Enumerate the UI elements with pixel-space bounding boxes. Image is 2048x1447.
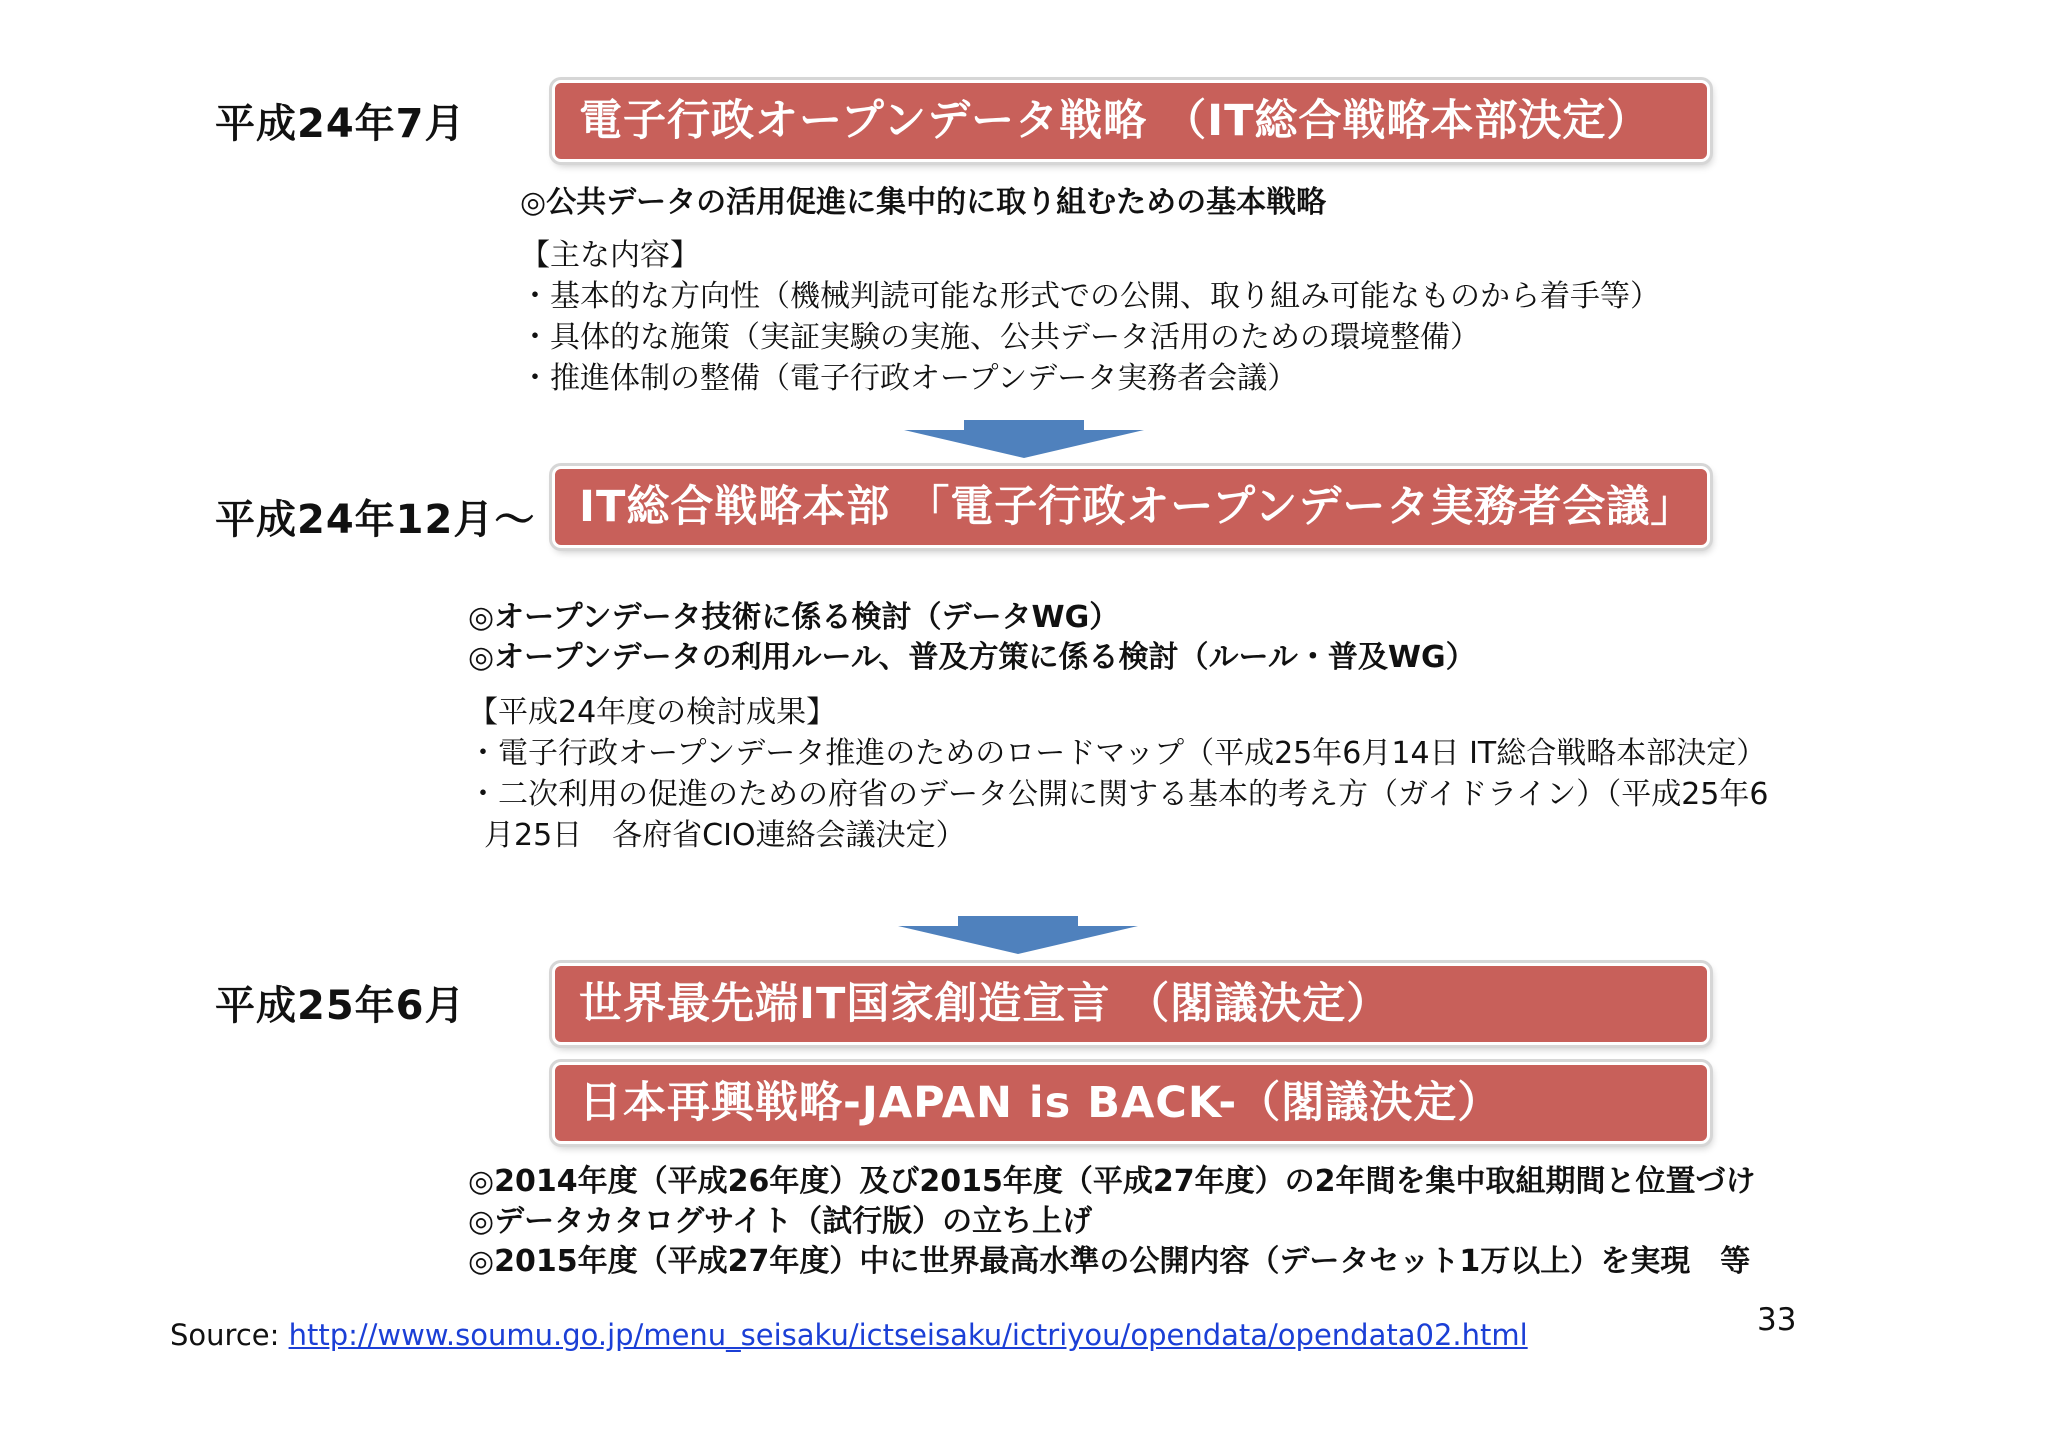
section2-bullet: ・電子行政オープンデータ推進のためのロードマップ（平成25年6月14日 IT総合戦略本部決定） [468,736,1767,771]
section3-lead: ◎2015年度（平成27年度）中に世界最高水準の公開内容（データセット1万以上）を実現 等 [468,1244,1751,1279]
it-strategy-hq-box: IT総合戦略本部 「電子行政オープンデータ実務者会議」 [552,466,1710,548]
section3-lead: ◎データカタログサイト（試行版）の立ち上げ [468,1204,1093,1239]
source-link[interactable]: http://www.soumu.go.jp/menu_seisaku/ictseisaku/ictriyou/opendata/opendata02.html [288,1318,1528,1352]
section1-content [520,183,1660,399]
section1-bullet: ・推進体制の整備（電子行政オープンデータ実務者会議） [520,361,1298,396]
page-number: 33 [1757,1302,1797,1338]
section3-lead: ◎2014年度（平成26年度）及び2015年度（平成27年度）の2年間を集中取組期間と位置づけ [468,1164,1756,1199]
arrow-bar [964,420,1084,430]
arrow-bar [958,916,1078,926]
date-2012-july: 平成24年7月 [215,101,466,147]
section2-bullet-continued: 月25日 各府省CIO連絡会議決定） [484,818,966,853]
section1-heading: 【主な内容】 [520,238,700,273]
section2-heading: 【平成24年度の検討成果】 [468,695,837,730]
section2-lead: ◎オープンデータの利用ルール、普及方策に係る検討（ルール・普及WG） [468,640,1476,675]
section2-lead: ◎オープンデータ技術に係る検討（データWG） [468,600,1120,635]
source-line [170,1318,1528,1352]
open-data-strategy-box: 電子行政オープンデータ戦略 （IT総合戦略本部決定） [552,80,1710,162]
date-2012-december: 平成24年12月～ [215,497,536,543]
section1-bullet: ・具体的な施策（実証実験の実施、公共データ活用のための環境整備） [520,320,1480,355]
section2-bullet: ・二次利用の促進のための府省のデータ公開に関する基本的考え方（ガイドライン）（平成25年6 [468,777,1769,812]
date-2013-june: 平成25年6月 [215,983,466,1029]
section1-lead: ◎公共データの活用促進に集中的に取り組むための基本戦略 [520,185,1327,220]
arrow-head [898,926,1138,954]
section1-bullet: ・基本的な方向性（機械判読可能な形式での公開、取り組み可能なものから着手等） [520,279,1660,314]
japan-revitalization-strategy-box: 日本再興戦略-JAPAN is BACK-（閣議決定） [552,1062,1710,1144]
section3-content [468,1162,1756,1282]
world-leading-it-declaration-box: 世界最先端IT国家創造宣言 （閣議決定） [552,963,1710,1045]
arrow-head [904,430,1144,458]
section2-content [468,598,1768,856]
source-label: Source: [170,1318,289,1352]
